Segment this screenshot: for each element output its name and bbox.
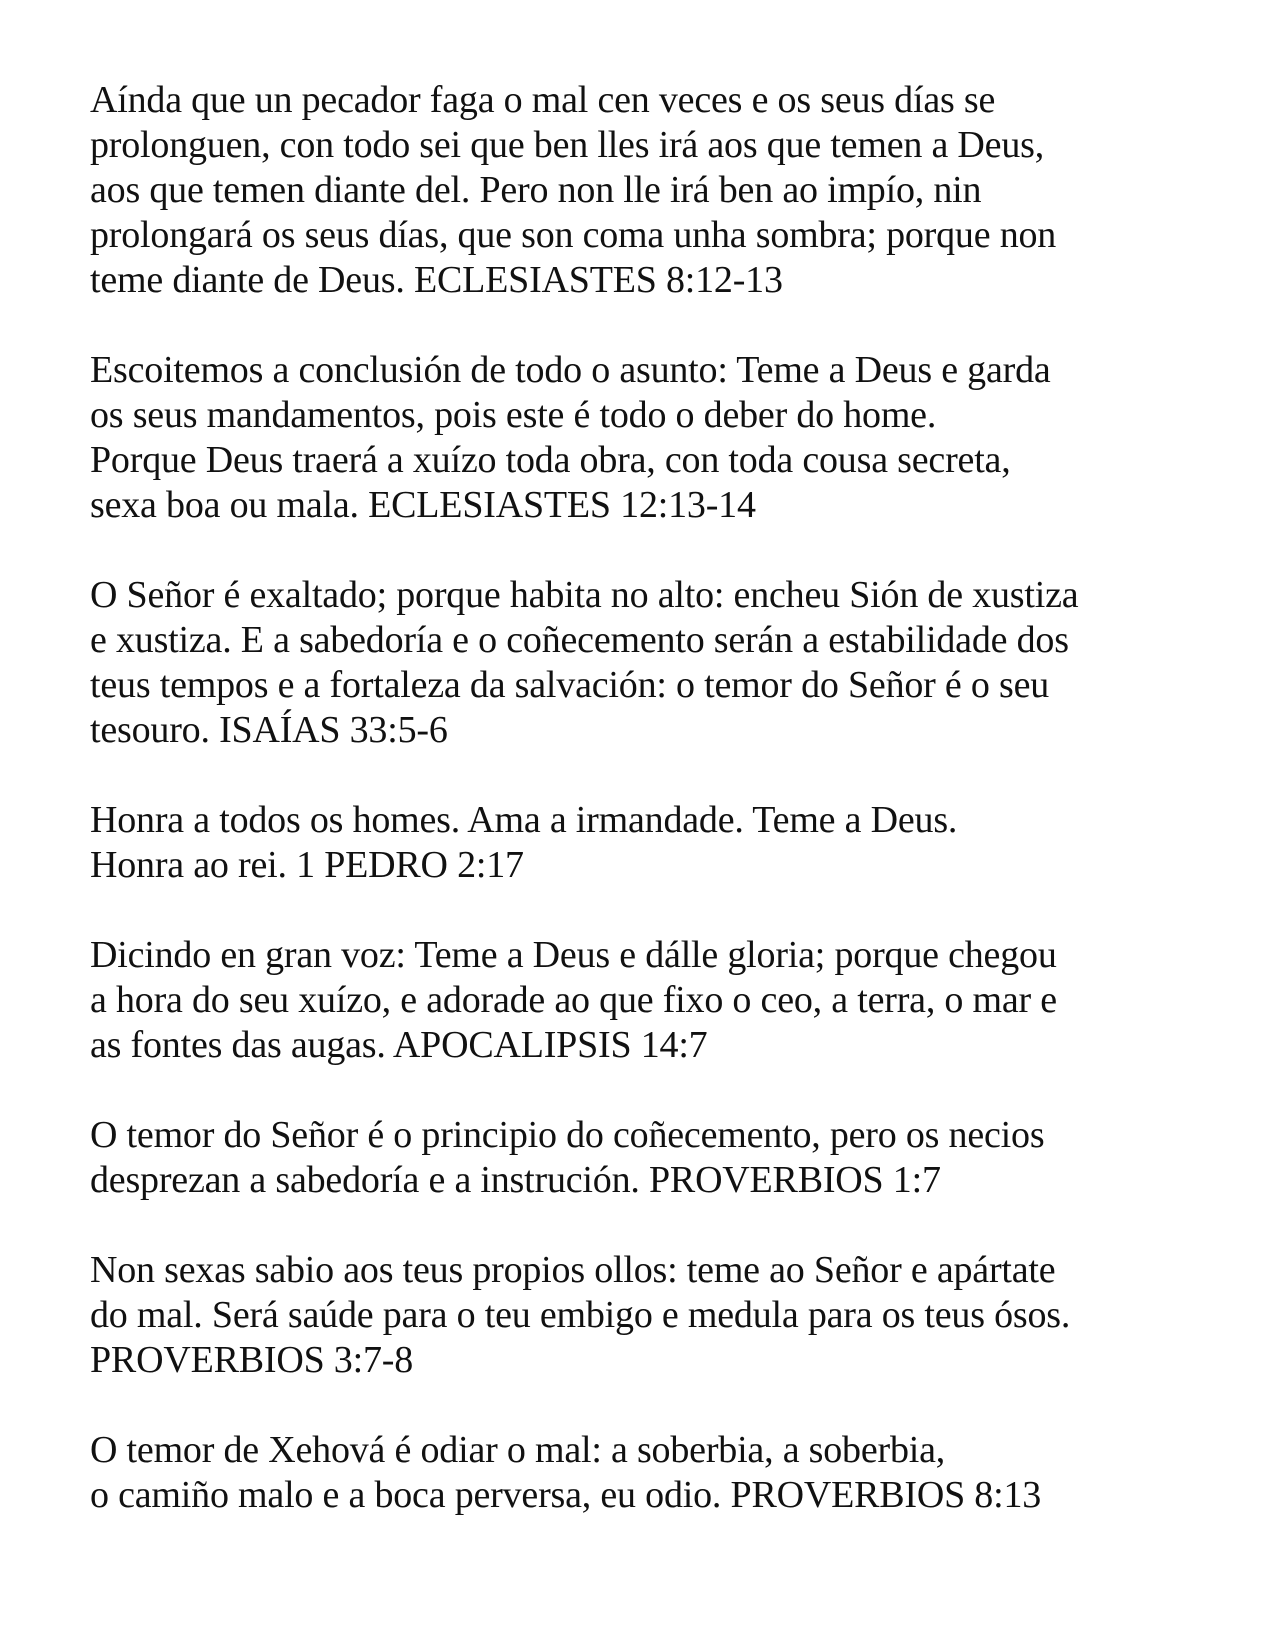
verse-paragraph	[90, 78, 1210, 303]
verse-paragraph	[90, 1428, 1210, 1518]
verse-paragraph	[90, 1113, 1210, 1203]
verse-line: Escoitemos a conclusión de todo o asunto: Teme a Deus e garda	[90, 349, 1051, 391]
verse-line: prolonguen, con todo sei que ben lles irá aos que temen a Deus,	[90, 124, 1045, 166]
verse-line: o camiño malo e a boca perversa, eu odio. PROVERBIOS 8:13	[90, 1474, 1042, 1516]
verse-line: O Señor é exaltado; porque habita no alto: encheu Sión de xustiza	[90, 574, 1079, 616]
verse-line: Dicindo en gran voz: Teme a Deus e dálle gloria; porque chegou	[90, 934, 1057, 976]
verse-line: Non sexas sabio aos teus propios ollos: teme ao Señor e apártate	[90, 1249, 1056, 1291]
verse-line: a hora do seu xuízo, e adorade ao que fixo o ceo, a terra, o mar e	[90, 979, 1057, 1021]
verse-line: do mal. Será saúde para o teu embigo e medula para os teus ósos.	[90, 1294, 1071, 1336]
verse-line: e xustiza. E a sabedoría e o coñecemento serán a estabilidade dos	[90, 619, 1069, 661]
verse-line: Aínda que un pecador faga o mal cen veces e os seus días se	[90, 79, 996, 121]
verse-line: tesouro. ISAÍAS 33:5-6	[90, 709, 448, 751]
verse-line: sexa boa ou mala. ECLESIASTES 12:13-14	[90, 484, 756, 526]
verse-line: teme diante de Deus. ECLESIASTES 8:12-13	[90, 259, 783, 301]
verse-line: O temor do Señor é o principio do coñecemento, pero os necios	[90, 1114, 1045, 1156]
document-page	[90, 78, 1210, 1563]
verse-paragraph	[90, 573, 1210, 753]
verse-line: os seus mandamentos, pois este é todo o deber do home.	[90, 394, 937, 436]
verse-paragraph	[90, 1248, 1210, 1383]
verse-line: O temor de Xehová é odiar o mal: a soberbia, a soberbia,	[90, 1429, 946, 1471]
verse-paragraph	[90, 348, 1210, 528]
verse-line: as fontes das augas. APOCALIPSIS 14:7	[90, 1024, 708, 1066]
verse-line: Honra a todos os homes. Ama a irmandade. Teme a Deus.	[90, 799, 958, 841]
verse-line: desprezan a sabedoría e a instrución. PROVERBIOS 1:7	[90, 1159, 941, 1201]
verse-line: Porque Deus traerá a xuízo toda obra, con toda cousa secreta,	[90, 439, 1011, 481]
verse-paragraph	[90, 933, 1210, 1068]
verse-line: aos que temen diante del. Pero non lle irá ben ao impío, nin	[90, 169, 982, 211]
verse-paragraph	[90, 798, 1210, 888]
verse-line: teus tempos e a fortaleza da salvación: o temor do Señor é o seu	[90, 664, 1050, 706]
verse-line: prolongará os seus días, que son coma unha sombra; porque non	[90, 214, 1057, 256]
verse-line: Honra ao rei. 1 PEDRO 2:17	[90, 844, 524, 886]
verse-line: PROVERBIOS 3:7-8	[90, 1339, 414, 1381]
